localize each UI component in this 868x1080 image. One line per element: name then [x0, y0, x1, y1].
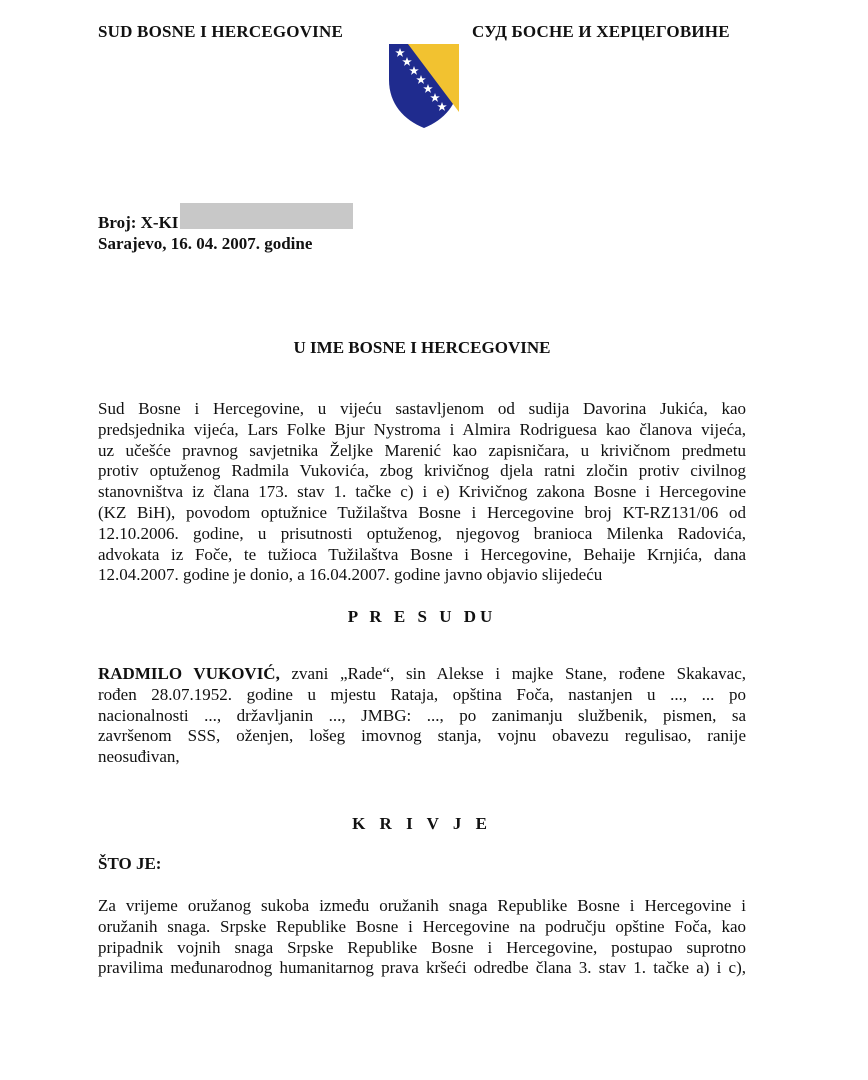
accused-line: rođen 28.07.1952. godine u mjestu Rataja, opština Foča, nastanjen u ..., ... po	[98, 684, 746, 704]
intro-line: Sud Bosne i Hercegovine, u vijeću sastavljenom od sudija Davorina Jukića, kao	[98, 399, 746, 418]
court-name-cyrillic: СУД БОСНЕ И ХЕРЦЕГОВИНЕ	[472, 22, 730, 41]
accused-line-text: zvani „Rade“, sin Alekse i majke Stane, rođene Skakavac,	[279, 664, 746, 683]
verdict-heading: P R E S U DU	[347, 607, 497, 626]
intro-paragraph	[98, 399, 746, 586]
charge-line: pravilima međunarodnog humanitarnog prava kršeći odredbe člana 3. stav 1. tačke a) i c),	[98, 958, 746, 978]
because-label: ŠTO JE:	[98, 854, 162, 873]
intro-line: protiv optuženog Radmila Vukovića, zbog krivičnog djela ratni zločin protiv civilnog	[98, 461, 746, 481]
place-and-date: Sarajevo, 16. 04. 2007. godine	[98, 234, 313, 253]
intro-line: predsjednika vijeća, Lars Folke Bjur Nystroma i Almira Rodriguesa kao članova vijeća,	[98, 419, 746, 439]
charge-line: oružanih snaga. Srpske Republike Bosne i Hercegovine na području opštine Foča, kao	[98, 916, 746, 936]
accused-line: neosuđivan,	[98, 747, 180, 767]
accused-line: završenom SSS, oženjen, lošeg imovnog stanja, vojnu obavezu regulisao, ranije	[98, 726, 746, 746]
document-title: U IME BOSNE I HERCEGOVINE	[293, 338, 551, 357]
charge-paragraph	[98, 896, 746, 979]
intro-line: advokata iz Foče, te tužioca Tužilaštva Bosne i Hercegovine, Behaije Krnjića, dana	[98, 544, 746, 564]
intro-line: 12.10.2006. godine, u prisutnosti optuženog, njegovog branioca Milenka Radovića,	[98, 523, 746, 543]
intro-line: stanovništva iz člana 173. stav 1. tačke c) i e) Krivičnog zakona Bosne i Hercegovine	[98, 482, 746, 502]
charge-line: Za vrijeme oružanog sukoba između oružanih snaga Republike Bosne i Hercegovine i	[98, 896, 746, 915]
bih-coat-of-arms-icon	[386, 42, 462, 130]
accused-paragraph	[98, 664, 746, 768]
guilty-heading: K R I V J E	[352, 814, 492, 833]
intro-line: uz učešće pravnog savjetnika Željke Marenić kao zapisničara, u krivičnom predmetu	[98, 440, 746, 460]
intro-line: (KZ BiH), povodom optužnice Tužilaštva Bosne i Hercegovine broj KT-RZ131/06 od	[98, 502, 746, 522]
accused-line	[98, 664, 746, 685]
intro-line: 12.04.2007. godine je donio, a 16.04.2007. godine javno objavio slijedeću	[98, 565, 603, 585]
accused-line: nacionalnosti ..., državljanin ..., JMBG: ..., po zanimanju službenik, pismen, sa	[98, 705, 746, 725]
charge-line: pripadnik vojnih snaga Srpske Republike Bosne i Hercegovine, postupao suprotno	[98, 937, 746, 957]
redaction-box	[180, 203, 353, 229]
court-name-latin: SUD BOSNE I HERCEGOVINE	[98, 22, 344, 41]
case-number: Broj: X-KI	[98, 213, 179, 232]
accused-name: RADMILO VUKOVIĆ,	[98, 664, 280, 683]
